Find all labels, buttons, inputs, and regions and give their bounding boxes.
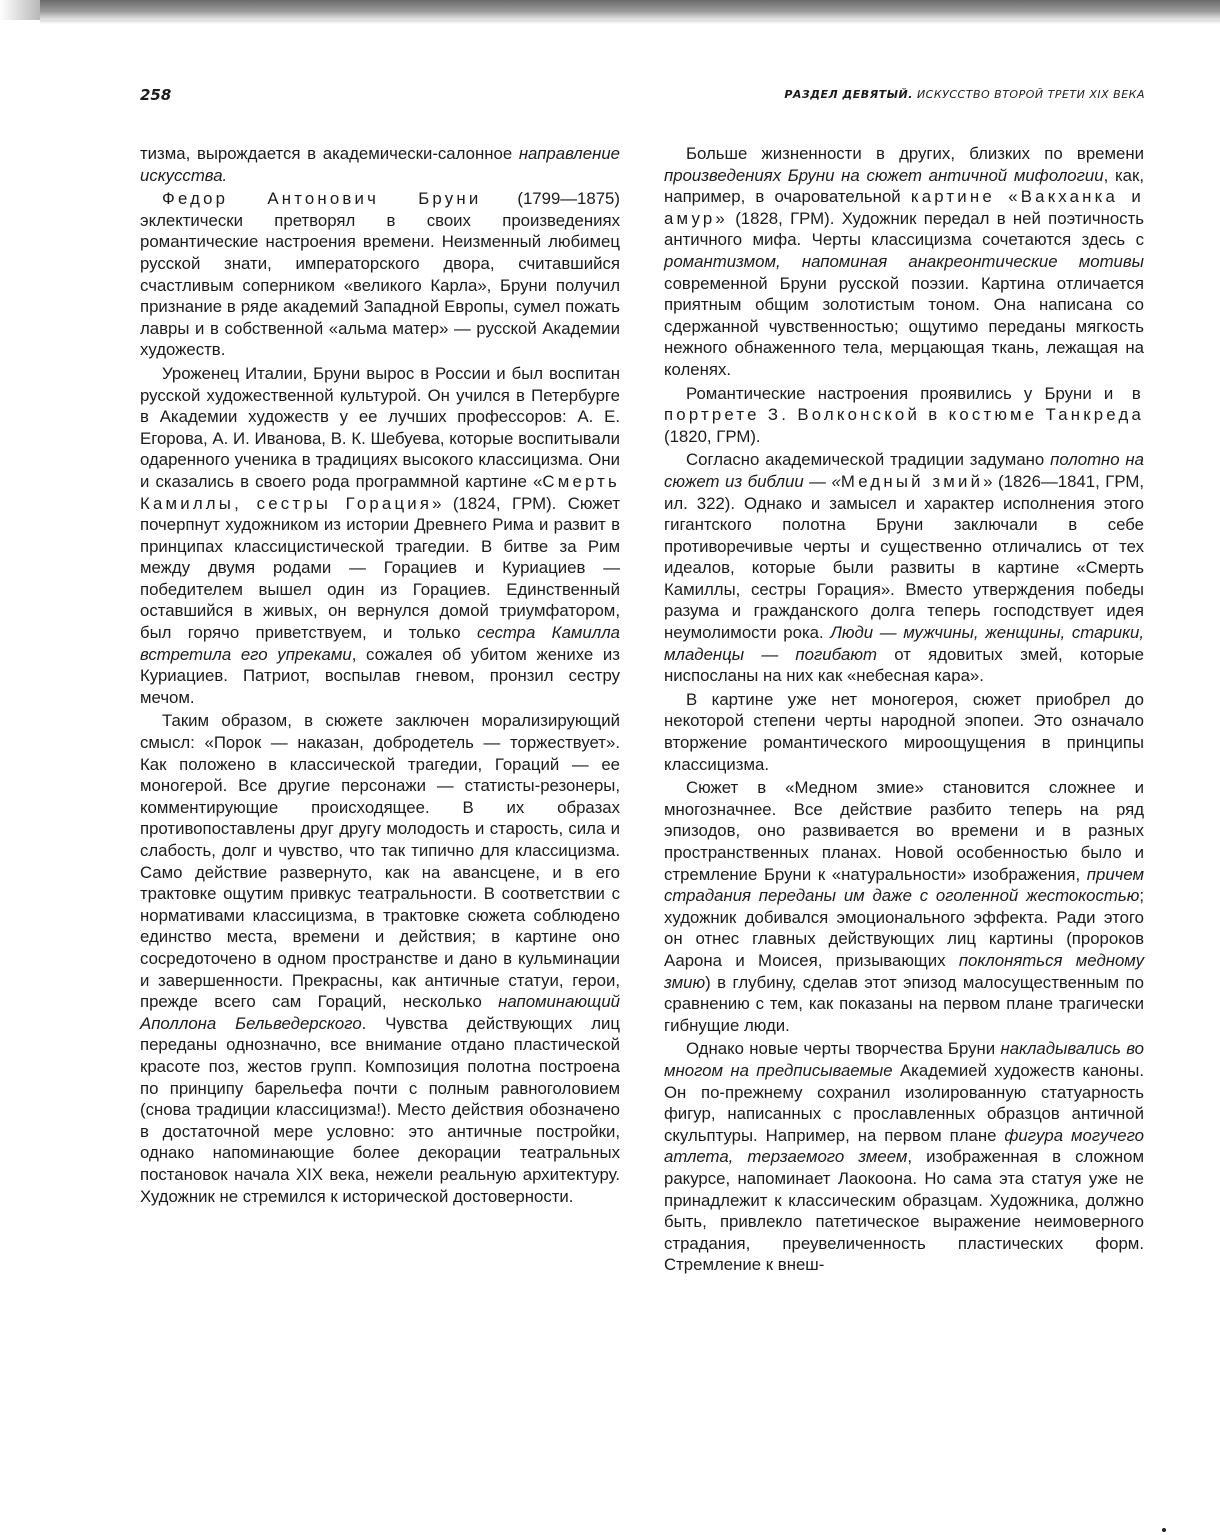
spaced-title: и в портрете З. Волконской в костюме Танкреда [664,383,1144,425]
scan-speck [1162,1528,1166,1532]
text-run: » (1826—1841, ГРМ, ил. 322). Однако и замысел и характер исполнения этого гигантского полотна Бруни заключали в себе противоречивые черты и существенно отличались от тех идеалов, которые были развиты в картине «Смерть Камиллы, сестры Горация». Вместо утверждения победы разума и гражданского долга теперь господствует идея неумолимости рока. [664,471,1144,643]
paragraph [140,710,620,1207]
text-run: Романтические настроения проявились у Бруни [686,383,1104,403]
text-run: (1799—1875) эклектически претворял в своих произведениях романтические настроения времени. Неизменный любимец русской знати, императорского двора, считавшийся счастливым соперником «великого Карла», Бруни получил признание в ряде академий Западной Европы, сумел пожать лавры и в собственной «альма матер» — русской Академии художеств. [140,189,620,360]
page-number: 258 [140,86,172,104]
text-run: Согласно академической традиции задумано [686,450,1051,470]
paragraph [664,383,1144,448]
paragraph [664,449,1144,687]
text-run: Таким образом, в сюжете заключен морализирующий смысл: «Порок — наказан, добродетель — торжествует». Как положено в классической трагедии, Гораций — ее моногерой. Все другие персонажи — статисты-резонеры, комментирующие происходящее. В их образах противопоставлены друг другу молодость и старость, сила и слабость, долг и чувство, что так типично для классицизма. Само действие развернуто, как на авансцене, и в его трактовке ощутим привкус театральности. В соответствии с нормативами классицизма, в трактовке сюжета соблюдено единство места, времени и действия; в картине оно сосредоточено в одном пространстве и дано в кульминации и завершенности. Прекрасны, как античные статуи, герои, прежде всего сам Гораций, несколько [140,711,620,1012]
section-title-rest: ИСКУССТВО ВТОРОЙ ТРЕТИ XIX ВЕКА [916,88,1145,101]
spaced-title: Смерть Камиллы, сестры Горация [140,471,620,513]
emphasis: напоминающий Аполлона Бельведерского [140,992,620,1033]
emphasis: накладывались во многом на предписываемые [664,1039,1144,1080]
running-head [140,86,1145,108]
text-run: ) в глубину, сделав этот эпизод малосущественным по сравнению с тем, как показаны на первом плане трагически гибнущие люди. [664,972,1144,1035]
scan-shadow-fade [40,20,1220,24]
emphasis: сестра Камилла встретила его упреками [140,623,620,664]
scan-shadow-corner [0,0,40,20]
text-run: , изображенная в сложном ракурсе, напоминает Лаокоона. Но сама эта статуя уже не принадлежит к классическим образцам. Художника, должно быть, привлекло патетическое выражение неимоверного страдания, преувеличенность пластических форм. Стремление к внеш- [664,1147,1144,1275]
text-run: » (1824, ГРМ). Сюжет почерпнут художником из истории Древнего Рима и развит в принципах классицистической трагедии. В битве за Рим между двумя родами — Горациев и Куриациев — победителем вышел один из Горациев. Единственный оставшийся в живых, он вернулся домой триумфатором, был горячо приветствуем, и только [140,493,620,643]
text-run: Однако новые черты творчества Бруни [686,1039,1001,1059]
text-run: , как, например, в очаровательной [664,165,1144,207]
spaced-title: Медный змий [840,471,984,491]
emphasis: поклоняться медному змию [664,950,1144,992]
paragraph [140,188,620,361]
left-column [140,143,620,1207]
text-run: , сожалея об убитом женихе из Куриациев. Патриот, воспылав гневом, пронзил сестру мечом. [140,644,620,707]
paragraph [140,143,620,186]
emphasis: причем страдания переданы им даже с оголенной жестокостью [664,864,1144,906]
scan-shadow-edge [40,0,1220,20]
text-run: тизма, вырождается в академически-салонное [140,144,519,163]
text-run: от ядовитых змей, которые ниспосланы на них как «небесная кара». [664,644,1144,686]
text-run: . Чувства действующих лиц переданы однозначно, все внимание отдано пластической красоте поз, жестов групп. Композиция полотна построена по принципу барельефа почти с полным равноголовием (снова традиции классицизма!). Место действия обозначено в достаточной мере условно: это античные постройки, однако напоминающие более декорации театральных постановок начала XIX века, нежели реальную архитектуру. Художник не стремился к исторической достоверности. [140,1013,620,1206]
paragraph [664,777,1144,1036]
text-run: современной Бруни русской поэзии. Картина отличается приятным общим золотистым тоном. Она написана со сдержанной чувственностью; ощутимо переданы мягкость нежного обнаженного тела, мерцающая ткань, лежащая на коленях. [664,273,1144,379]
paragraph [140,363,620,709]
text-run: В картине уже нет моногероя, сюжет приобрел до некоторой степени черты народной эпопеи. Это означало вторжение романтического мироощущения в принципы классицизма. [664,689,1144,774]
text-run: ; художник добивался эмоционального эффекта. Ради этого он отнес главных действующих лиц картины (пророков Аарона и Моисея, призывающих [664,886,1144,970]
text-run: Академией художеств каноны. Он по-прежнему сохранил изолированную статуарность фигур, написанных с прославленных образцов античной скульптуры. Например, на первом плане [664,1060,1144,1145]
paragraph [664,143,1144,381]
text-run: Больше жизненности в других, близких по времени [686,144,1144,163]
spaced-name: Федор Антонович Бруни [162,189,482,209]
section-title [784,88,1145,101]
paragraph [664,689,1144,775]
emphasis: направление искусства. [140,144,620,185]
emphasis: произведениях Бруни на сюжет античной мифологии [664,165,1104,185]
text-run: Сюжет в «Медном змие» становится сложнее и многозначнее. Все действие разбито теперь на ряд эпизодов, оно развивается во времени и в разных пространственных планах. Новой особенностью было и стремление Бруни к «натуральности» изображения, [664,778,1144,884]
section-title-bold: РАЗДЕЛ ДЕВЯТЫЙ. [784,88,913,101]
spaced-title: картине «Вакханка и амур» [664,187,1145,228]
text-run: (1820, ГРМ). [664,426,761,446]
emphasis: романтизмом, напоминая анакреонтические мотивы [664,251,1144,271]
paragraph [664,1038,1144,1276]
emphasis: Люди — мужчины, женщины, старики, младенцы — погибают [664,623,1144,664]
emphasis: фигура могучего атлета, терзаемого змеем [664,1125,1144,1167]
text-run: (1828, ГРМ). Художник передал в ней поэтичность античного мифа. Черты классицизма сочетаются здесь с [664,208,1144,250]
right-column [664,143,1144,1276]
emphasis: полотно на сюжет из библии — « [664,450,1145,491]
text-run: Уроженец Италии, Бруни вырос в России и был воспитан русской художественной культурой. Он учился в Петербурге в Академии художеств у ее лучших профессоров: А. Е. Егорова, А. И. Иванова, В. К. Шебуева, которые воспитывали одаренного ученика в традициях высокого классицизма. Они и сказались в своего рода программной картине « [140,363,620,491]
